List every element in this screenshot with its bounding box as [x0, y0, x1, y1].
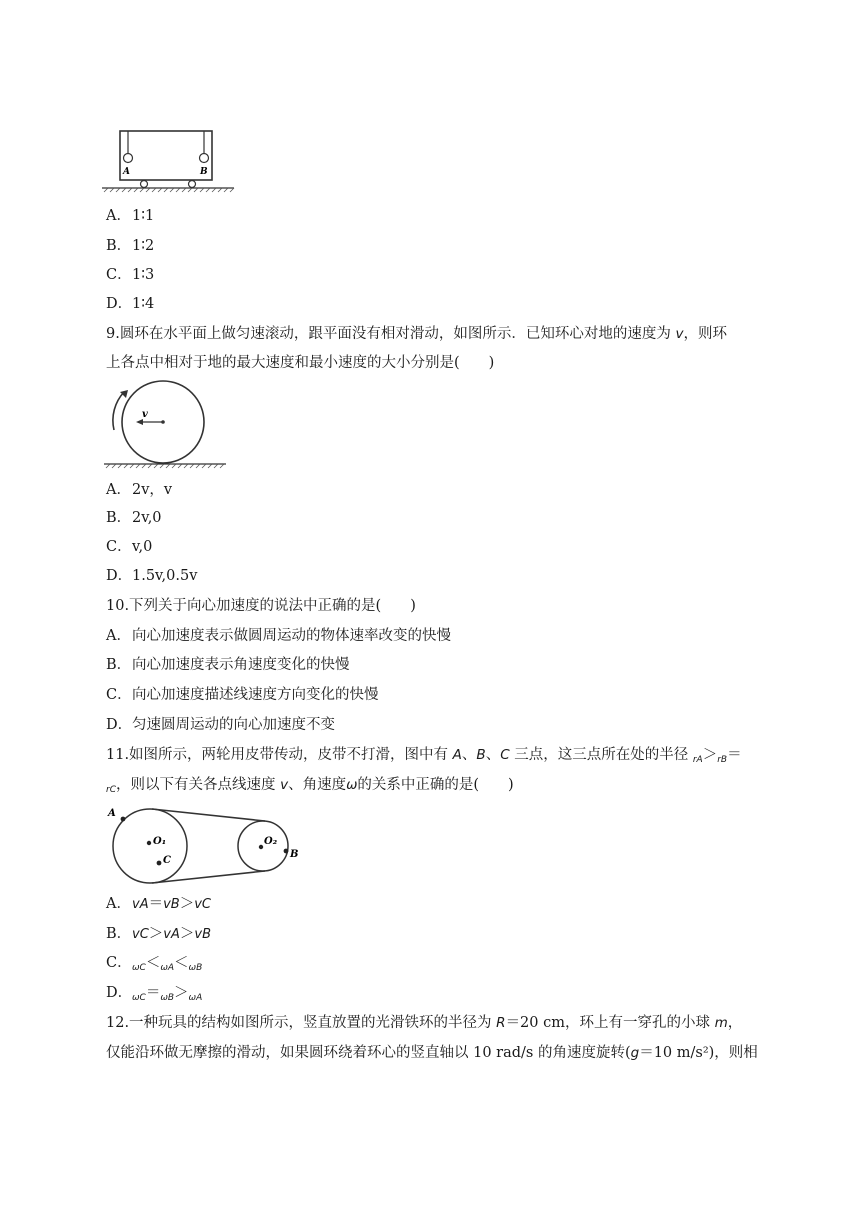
- belt-pulley-figure: [100, 800, 310, 890]
- q10-option-c[interactable]: C．向心加速度描述线速度方向变化的快慢: [106, 687, 379, 703]
- q11-option-d[interactable]: D．$_{\omega C}=_{\omega B}>_{\omega A}$: [106, 985, 203, 1003]
- label-A: A: [108, 808, 116, 819]
- q9-option-d[interactable]: D．1.5v,0.5v: [106, 568, 198, 584]
- cart-figure: [100, 126, 236, 194]
- q11-stem-line2: $_{rC}$，则以下有关各点线速度 v、角速度ω的关系中正确的是( ): [106, 777, 514, 795]
- q9-option-a[interactable]: A．2v，v: [106, 482, 173, 498]
- q8-option-b[interactable]: B．1∶2: [106, 238, 155, 254]
- q10-option-b[interactable]: B．向心加速度表示角速度变化的快慢: [106, 657, 350, 673]
- q10-option-a[interactable]: A．向心加速度表示做圆周运动的物体速率改变的快慢: [106, 628, 451, 644]
- q11-option-b[interactable]: B．vC＞vA＞vB: [106, 926, 211, 942]
- q8-option-a[interactable]: A．1∶1: [106, 208, 155, 224]
- q12-stem-line1: 12.一种玩具的结构如图所示，竖直放置的光滑铁环的半径为 R＝20 cm，环上有一穿孔的小球 m，: [106, 1015, 743, 1031]
- label-O1: O₁: [153, 836, 167, 847]
- q8-option-c[interactable]: C．1∶3: [106, 267, 155, 283]
- rolling-ring-figure: [100, 378, 230, 470]
- q11-option-c[interactable]: C．$_{\omega C}<_{\omega A}<_{\omega B}$: [106, 955, 203, 973]
- label-B: B: [290, 849, 299, 860]
- q9-stem-line2: 上各点中相对于地的最大速度和最小速度的大小分别是( ): [106, 355, 495, 371]
- q8-option-d[interactable]: D．1∶4: [106, 296, 155, 312]
- q9-stem-line1: 9.圆环在水平面上做匀速滚动，跟平面没有相对滑动，如图所示．已知环心对地的速度为 v，则环: [106, 326, 727, 342]
- q11-stem-line1: 11.如图所示，两轮用皮带传动，皮带不打滑，图中有 A、B、C 三点，这三点所在处的半径 $_{rA}>_{rB}=$: [106, 747, 742, 765]
- q12-stem-line2: 仅能沿环做无摩擦的滑动，如果圆环绕着环心的竖直轴以 10 rad/s 的角速度旋转(g＝10 m/s²)，则相: [106, 1045, 758, 1061]
- q9-option-c[interactable]: C．v,0: [106, 539, 153, 555]
- q10-stem: 10.下列关于向心加速度的说法中正确的是( ): [106, 598, 416, 614]
- label-a: A: [123, 167, 130, 177]
- label-v: v: [142, 409, 148, 420]
- label-O2: O₂: [264, 836, 278, 847]
- q9-option-b[interactable]: B．2v,0: [106, 510, 162, 526]
- q10-option-d[interactable]: D．匀速圆周运动的向心加速度不变: [106, 717, 335, 733]
- label-C: C: [163, 855, 171, 866]
- q11-option-a[interactable]: A．vA＝vB＞vC: [106, 896, 211, 912]
- label-b: B: [200, 167, 208, 177]
